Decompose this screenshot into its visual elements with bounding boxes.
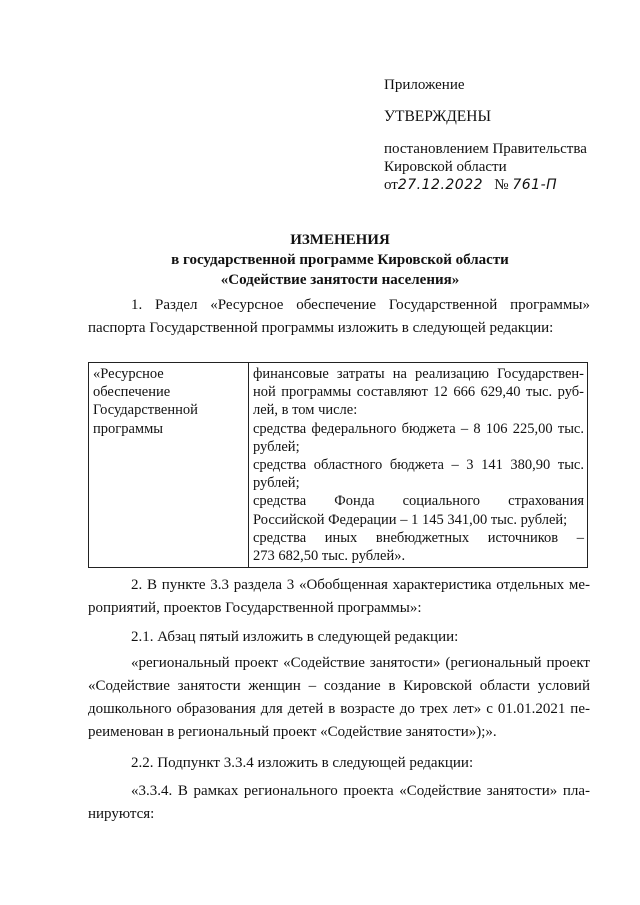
right-line: Российской Федерации – 1 145 341,00 тыс. рублей; (253, 511, 568, 528)
resource-table (88, 362, 588, 568)
section-2-p1-line-2: роприятий, проектов Государственной программы»: (88, 600, 422, 616)
section-2-p2: 2.1. Абзац пятый изложить в следующей редакции: (131, 629, 459, 645)
section-2-paragraph-3 (88, 652, 590, 744)
approved-label: УТВЕРЖДЕНЫ (384, 108, 491, 125)
left-line: Государственной (93, 402, 198, 419)
right-line: средства иных внебюджетных источников – (253, 529, 584, 546)
approval-block (384, 76, 614, 194)
right-line: финансовые затраты на реализацию Государствен- (253, 366, 584, 382)
section-2-p3-line-3: дошкольного образования для детей в возрасте до трех лет» с 01.01.2021 пе- (88, 701, 590, 717)
section-1-line-2: паспорта Государственной программы изложить в следующей редакции: (88, 320, 554, 336)
left-line: обеспечение (93, 384, 171, 401)
number-prefix: № (494, 177, 509, 193)
right-line: средства областного бюджета – 3 141 380,90 тыс. (253, 457, 584, 474)
right-line: лей, в том числе: (253, 402, 358, 419)
left-line: программы (93, 420, 163, 437)
section-2-paragraph-4 (88, 752, 590, 775)
right-line: рублей; (253, 475, 300, 492)
section-2-paragraph-1 (88, 574, 590, 620)
right-line: ной программы составляют 12 666 629,40 тыс. руб- (253, 384, 584, 401)
section-2-paragraph-5 (88, 780, 590, 826)
section-2-p3-line-4: реименован в региональный проект «Содействие занятости»);». (88, 724, 497, 740)
heading-line-2: в государственной программе Кировской области (171, 252, 509, 268)
appendix-label: Приложение (384, 77, 465, 93)
section-1-intro (88, 294, 590, 340)
section-2-p1-line-1: 2. В пункте 3.3 раздела 3 «Обобщенная характеристика отдельных ме- (131, 577, 590, 593)
right-line: рублей; (253, 438, 300, 455)
section-2-p5-line-2: нируются: (88, 806, 155, 822)
handwritten-date: 27.12.2022 (397, 177, 484, 193)
resource-table-label-cell (89, 363, 249, 568)
handwritten-number: 761-П (512, 177, 558, 193)
left-line: «Ресурсное (93, 366, 164, 382)
table-row (89, 363, 588, 568)
section-2-p5-line-1: «3.3.4. В рамках регионального проекта «Содействие занятости» пла- (131, 783, 590, 799)
approval-date-row (384, 176, 614, 194)
right-line: 273 682,50 тыс. рублей». (253, 548, 406, 565)
approval-line-2: Кировской области (384, 159, 507, 175)
section-2-p3-line-2: «Содействие занятости женщин – создание в Кировской области условий (88, 678, 590, 694)
right-line: средства федерального бюджета – 8 106 225,00 тыс. (253, 420, 584, 437)
date-prefix: от (384, 177, 398, 193)
section-2-p4: 2.2. Подпункт 3.3.4 изложить в следующей редакции: (131, 755, 474, 771)
section-1-line-1: 1. Раздел «Ресурсное обеспечение Государственной программы» (131, 297, 590, 313)
document-heading (90, 230, 590, 290)
heading-title: ИЗМЕНЕНИЯ (290, 232, 390, 248)
section-2-p3-line-1: «региональный проект «Содействие занятости» (региональный проект (131, 655, 590, 671)
section-2-paragraph-2 (88, 626, 590, 649)
approval-line-1: постановлением Правительства (384, 141, 587, 157)
right-line: средства Фонда социального страхования (253, 493, 584, 510)
resource-table-value-cell (249, 363, 588, 568)
heading-line-3: «Содействие занятости населения» (220, 272, 460, 288)
